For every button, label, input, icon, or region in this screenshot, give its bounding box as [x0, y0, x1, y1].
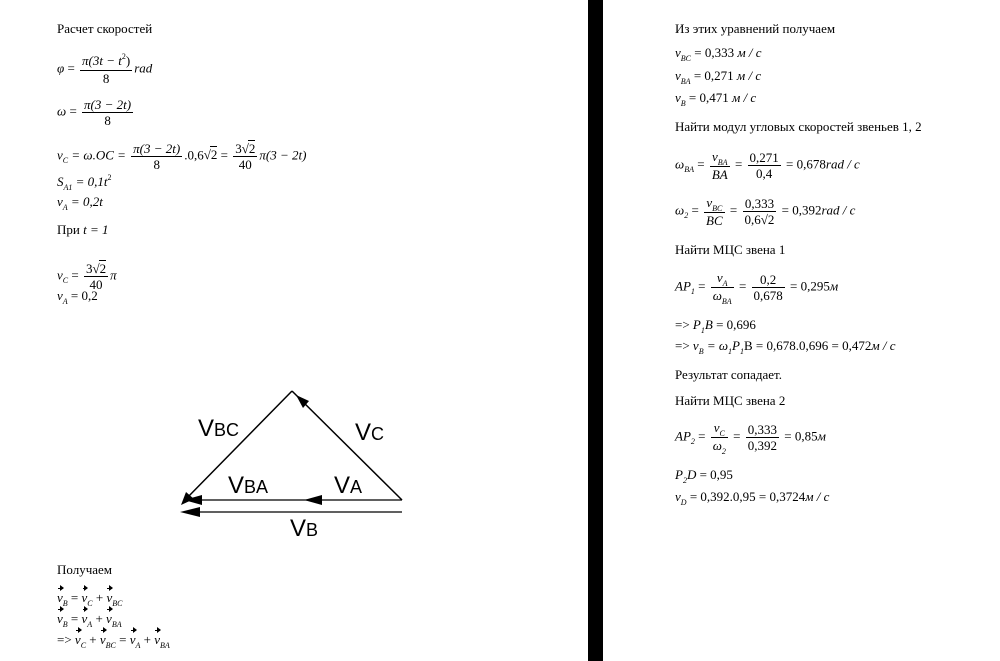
heading-angular-speeds: Найти модул угловых скоростей звеньев 1, 2 — [675, 119, 922, 134]
vc-numerator-1: π(3 − 2t) — [133, 141, 181, 156]
equation-vb-check: => $v_B = \omega_1P_1B = 0,678.0,696 = 0,472м / с$ — [675, 338, 896, 356]
phi-unit: rad — [134, 60, 153, 76]
vc-t1-symbol: v — [57, 267, 63, 283]
heading-mcs-link-1: Найти МЦС звена 1 — [675, 242, 786, 257]
vc-t1-numerator-sqrt: 2 — [99, 261, 107, 276]
va-t1-symbol: v — [57, 288, 63, 303]
vc-denominator-1: 8 — [153, 157, 160, 172]
va-t1-rhs: = 0,2 — [70, 288, 98, 303]
equation-ap1: $AP_1$ = $\frac{v_A}{\omega_{BA}}$ = $\frac{0,2}{0,678}$ = 0,295м — [675, 270, 839, 306]
omega-symbol: ω — [57, 103, 67, 119]
condition-label: При — [57, 222, 80, 237]
label-vbc: VBC — [198, 415, 240, 442]
heading-from-equations: Из этих уравнений получаем — [675, 21, 836, 36]
omega-denominator: 8 — [104, 113, 111, 128]
page-divider — [588, 0, 603, 661]
equation-p1b: => $P_1B = 0,696$ — [675, 317, 756, 335]
vc-equals: = — [220, 147, 228, 163]
va-rhs: = 0,2t — [70, 194, 103, 209]
vc-omega-oc: = ω.OC = — [71, 147, 126, 163]
vc-t1-pi: π — [110, 267, 117, 283]
vector-equation-3: => $v_C + v_{BC} = v_A + v_{BA}$ — [57, 632, 170, 650]
label-vc: VC — [355, 419, 385, 446]
right-page — [603, 0, 1000, 661]
va-subscript: A — [62, 203, 68, 212]
va-t1-subscript: A — [62, 297, 68, 306]
heading-we-get: Получаем — [57, 562, 113, 577]
vc-symbol: v — [57, 147, 63, 163]
vc-t1-subscript: C — [62, 276, 69, 286]
vc-tail: π(3 − 2t) — [259, 147, 307, 163]
vc-sqrt-arg: 2 — [210, 147, 218, 163]
equation-omega-2: $\omega_2$ = $\frac{v_{BC}}{BC}$ = $\frac{0,333}{0,6√2}$ = 0,392rad / c — [675, 195, 856, 228]
sa1-exponent: 2 — [107, 173, 112, 182]
equation-p2d: $P_2D = 0,95$ — [675, 467, 733, 485]
vc-fraction-2: $\frac{3√2}{40}$ — [235, 141, 256, 172]
phi-exponent: 2 — [121, 52, 126, 61]
heading-speed-calculation: Расчет скоростей — [57, 21, 153, 36]
vector-equation-1: $v_B = v_C + v_{BC}$ — [57, 590, 123, 608]
equation-ap2: $AP_2$ = $\frac{v_C}{\omega_2}$ = $\frac{0,333}{0,392}$ = 0,85м — [675, 420, 826, 456]
vc-t1-numerator-coef: 3 — [85, 261, 93, 276]
va-symbol: v — [57, 194, 63, 209]
equation-vd: $v_D = 0,392.0,95 = 0,3724м / с$ — [675, 489, 830, 507]
label-vba: VBA — [228, 472, 269, 499]
result-vb: $v_B = 0,471$ м / с — [675, 90, 757, 108]
condition-value: t = 1 — [83, 222, 109, 237]
result-vbc: $v_{BC} = 0,333$ м / с — [675, 45, 762, 63]
vb-arrowhead — [180, 507, 200, 517]
sa1-subscript: A1 — [63, 183, 73, 192]
vc-denominator-2: 40 — [238, 157, 252, 172]
vc-subscript: C — [62, 156, 69, 166]
vc-factor: .0,6 — [184, 147, 204, 163]
vector-equation-2: $v_B = v_A + v_{BA}$ — [57, 611, 122, 629]
vc-t1-equals: = — [71, 267, 79, 283]
equation-omega: ω = $\frac{\pi(3 - 2t)}{8}$ — [57, 97, 132, 128]
label-va: VA — [334, 472, 363, 499]
result-matches-text: Результат сопадает. — [675, 367, 783, 382]
phi-numerator: π(3t − t — [82, 53, 122, 68]
result-vba: $v_{BA} = 0,271$ м / с — [675, 68, 762, 86]
label-vb: VB — [290, 515, 319, 542]
omega-numerator: π(3 − 2t) — [84, 97, 132, 112]
phi-denominator: 8 — [102, 71, 110, 86]
phi-numerator-close: ) — [125, 53, 131, 68]
vc-t1-fraction: $\frac{3√2}{40}$ — [85, 261, 107, 292]
equation-vc: $v_C = \omega.OC$ = $\frac{\pi(3 - 2t)}{8}$ .0,6√2 = $\frac{3√2}{40}$ π(3 − 2t) — [57, 141, 307, 172]
vc-t1-denominator: 40 — [89, 277, 103, 292]
heading-mcs-link-2: Найти МЦС звена 2 — [675, 393, 786, 408]
phi-symbol: φ — [57, 60, 65, 76]
vc-numerator-2-sqrt: 2 — [248, 141, 256, 156]
sa1-rhs: = 0,1t — [75, 174, 108, 189]
va-arrowhead — [304, 495, 322, 505]
vc-numerator-2-coef: 3 — [235, 141, 242, 156]
equation-omega-ba: $\omega_{BA}$ = $\frac{v_{BA}}{BA}$ = $\frac{0,271}{0,4}$ = 0,678rad / c — [675, 149, 860, 182]
equation-phi: φ = $\frac{\pi(3t - t^2)}{8}$ rad — [57, 52, 153, 86]
sa1-symbol: S — [57, 174, 64, 189]
